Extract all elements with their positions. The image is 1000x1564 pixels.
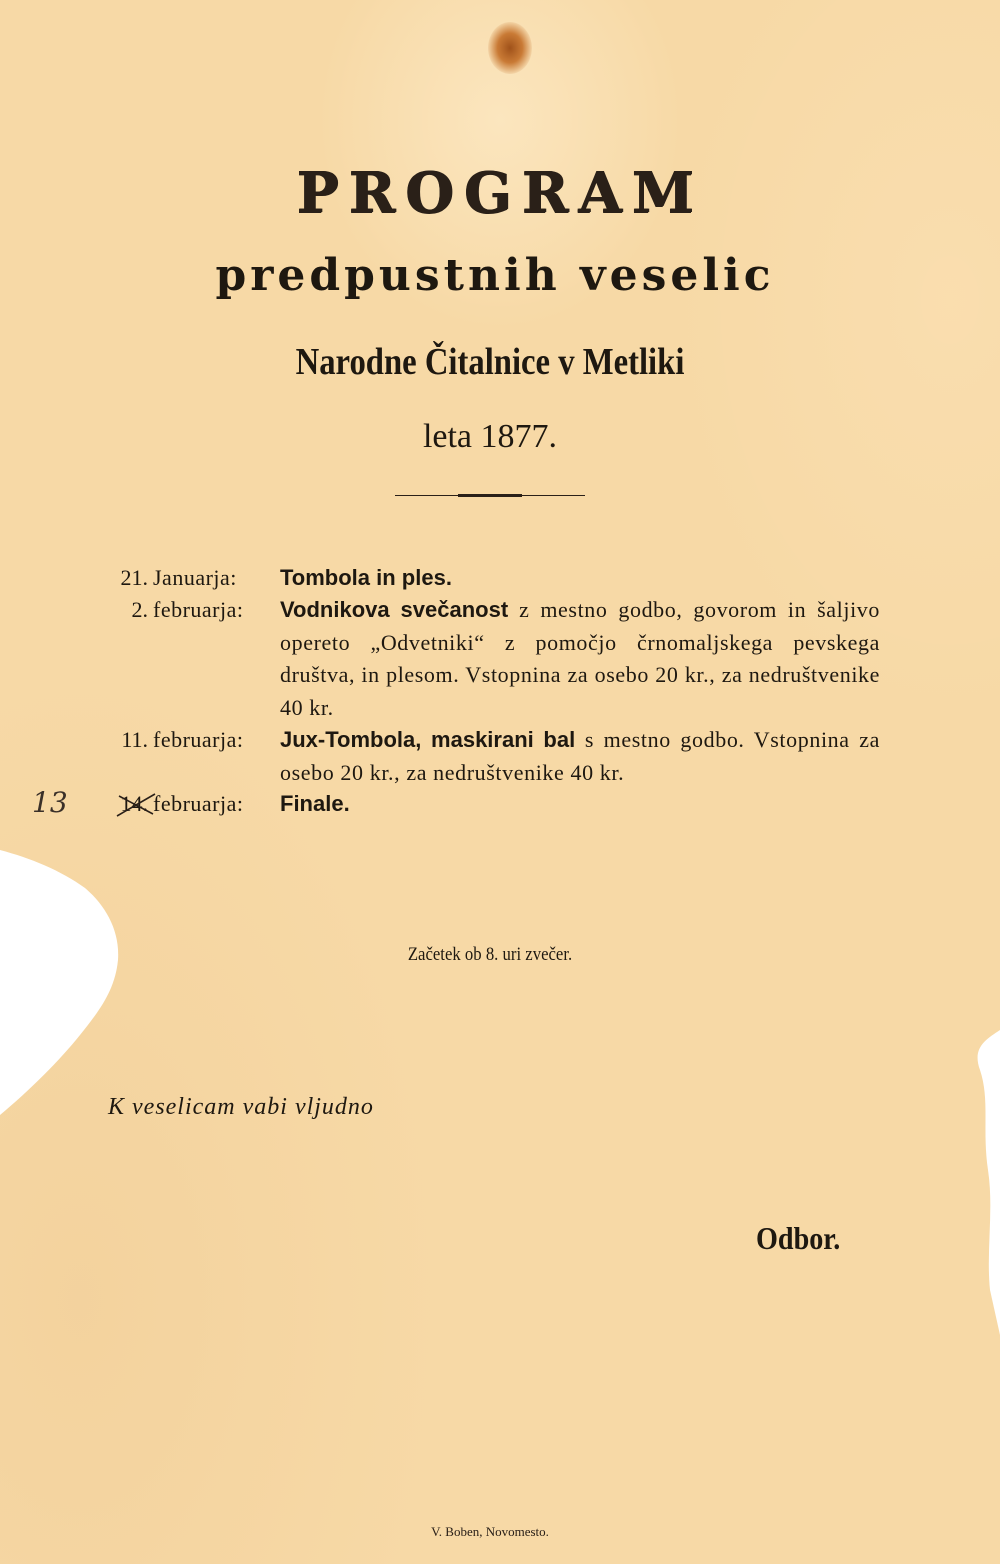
organization-name: Narodne Čitalnice v Metliki	[295, 341, 685, 383]
event-day: 11.	[121, 727, 148, 752]
invitation-line: K veselicam vabi vljudno	[108, 1094, 374, 1120]
year-line: leta 1877.	[422, 418, 558, 455]
event-month: februarja:	[153, 597, 244, 622]
event-day	[60, 788, 148, 820]
struck-through-day: 14.	[121, 788, 149, 820]
start-time: Začetek ob 8. uri zvečer.	[407, 944, 573, 965]
strike-mark	[115, 790, 159, 820]
event-title: Finale.	[280, 791, 350, 816]
event-month: februarja:	[153, 791, 244, 816]
event-text	[280, 788, 880, 821]
event-details: z mestno godbo, govorom in šaljivo opereto „Odvetniki“ z pomočjo črnomaljskega pevskega društva, in plesom. Vstopnina za osebo 20 kr., za nedruštvenike 40 kr.	[280, 597, 880, 720]
event-text	[280, 724, 880, 789]
event-month: februarja:	[153, 727, 244, 752]
divider-rule-center	[458, 494, 522, 497]
event-title: Jux-Tombola, maskirani bal	[280, 727, 576, 752]
event-month: Januarja:	[153, 565, 237, 590]
event-text	[280, 594, 880, 724]
torn-edge-left	[0, 850, 130, 1120]
event-details: s mestno godbo. Vstopnina za osebo 20 kr., za nedruštvenike 40 kr.	[280, 727, 880, 785]
printer-imprint: V. Boben, Novomesto.	[431, 1524, 549, 1539]
handwritten-date-correction: 13	[32, 786, 68, 819]
event-text	[280, 562, 880, 595]
event-title: Vodnikova svečanost	[280, 597, 509, 622]
page-subtitle: predpustnih veselic	[215, 250, 775, 301]
punch-hole-stain	[488, 22, 532, 74]
event-day: 21.	[120, 565, 148, 590]
page-title: PROGRAM	[296, 160, 704, 226]
signature: Odbor.	[756, 1220, 841, 1256]
event-day: 2.	[131, 597, 148, 622]
torn-edge-right	[960, 1030, 1000, 1340]
event-title: Tombola in ples.	[280, 565, 452, 590]
